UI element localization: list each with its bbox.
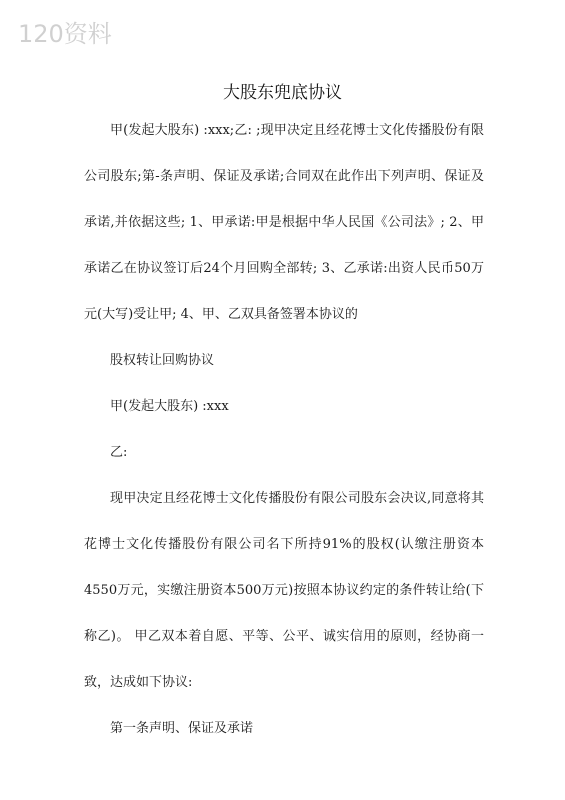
resolution-paragraph: 现甲决定且经花博士文化传播股份有限公司股东会决议,同意将其花博士文化传播股份有限公司名下所持91%的股权(认缴注册资本4550万元，实缴注册资本500万元)按照本协议约定的条件转让给(下称乙)。 甲乙双本着自愿、平等、公平、诚实信用的原则，经协商一致，达成如下协议: [84,491,484,690]
party-a-line: 甲(发起大股东) :xxx [110,399,229,414]
article-one-heading: 第一条声明、保证及承诺 [110,721,254,736]
document-title: 大股东兜底协议 [223,83,342,103]
party-b-line: 乙: [110,445,128,460]
section-heading-equity-buyback: 股权转让回购协议 [110,353,215,368]
watermark-logo: 120资料 [18,20,112,48]
opening-paragraph: 甲(发起大股东) :xxx;乙: ;现甲决定且经花博士文化传播股份有限公司股东;第-条声明、保证及承诺;合同双在此作出下列声明、保证及承诺,并依据这些; 1、甲承诺:甲是根据中华人民国《公司法》; 2、甲承诺乙在协议签订后24个月回购全部转; 3、乙承诺:出资人民币50万元(大写)受让甲; 4、甲、乙双具备签署本协议的 [84,123,484,322]
document-body [84,108,484,752]
